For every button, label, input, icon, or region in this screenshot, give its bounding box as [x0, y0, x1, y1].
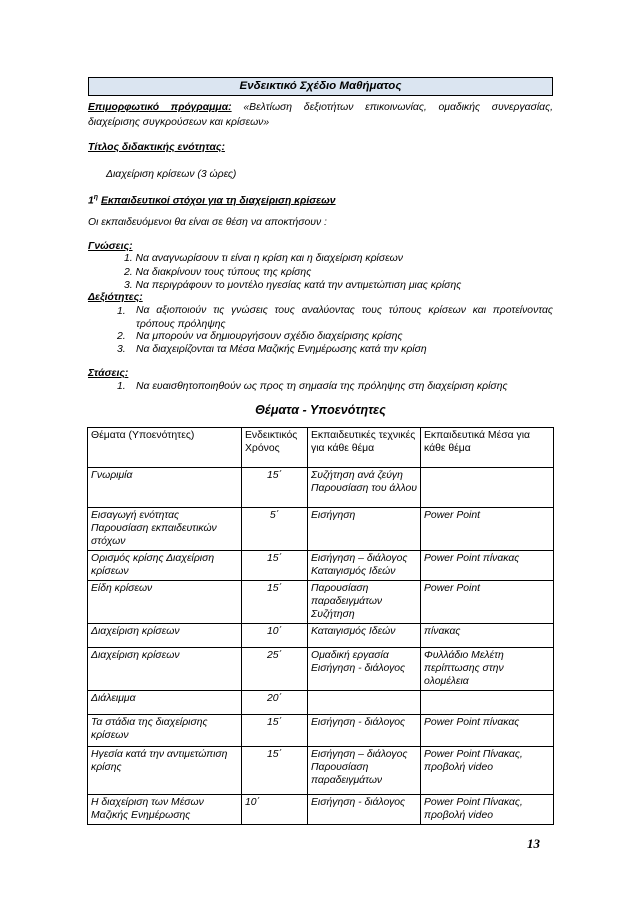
lesson-plan-title: Ενδεικτικό Σχέδιο Μαθήματος: [88, 77, 553, 96]
table-row: [88, 551, 554, 581]
cell-time: 15΄: [242, 715, 308, 747]
cell-technique: Καταιγισμός Ιδεών: [308, 624, 421, 648]
page-number: 13: [527, 836, 540, 851]
cell-media: Power Point πίνακας: [421, 715, 554, 747]
attitudes-heading: Στάσεις:: [88, 368, 129, 379]
column-header-time: Ενδεικτικός Χρόνος: [242, 428, 308, 468]
attitudes-item-1-num: 1.: [117, 381, 126, 392]
cell-media: [421, 691, 554, 715]
table-row: [88, 691, 554, 715]
cell-technique: Συζήτηση ανά ζεύγη Παρουσίαση του άλλου: [308, 468, 421, 508]
cell-media: Power Point: [421, 581, 554, 624]
cell-technique: Εισήγηση - διάλογος: [308, 795, 421, 825]
cell-time: 15΄: [242, 468, 308, 508]
cell-media: [421, 468, 554, 508]
cell-media: Power Point Πίνακας, προβολή video: [421, 795, 554, 825]
program-text-line-2: διαχείρισης συγκρούσεων και κρίσεων»: [88, 117, 270, 128]
column-header-topics: Θέματα (Υποενότητες): [88, 428, 242, 468]
skills-item-1-line-1: Να αξιοποιούν τις γνώσεις τους αναλύοντας τους τύπους κρίσεων και προτείνοντας: [136, 305, 553, 316]
skills-item-3-line-1: Να διαχειρίζονται τα Μέσα Μαζικής Ενημέρωσης κατά την κρίση: [136, 344, 427, 355]
skills-item-1-num: 1.: [117, 306, 126, 317]
column-header-techniques: Εκπαιδευτικές τεχνικές για κάθε θέμα: [308, 428, 421, 468]
cell-time: 20΄: [242, 691, 308, 715]
objectives-heading: [88, 191, 336, 207]
table-header-row: [88, 428, 554, 468]
cell-topic: Διαχείριση κρίσεων: [88, 624, 242, 648]
objectives-sup: η: [93, 194, 99, 201]
cell-time: 5΄: [242, 508, 308, 551]
cell-technique: Εισήγηση – διάλογος Καταιγισμός Ιδεών: [308, 551, 421, 581]
cell-topic: Ηγεσία κατά την αντιμετώπιση κρίσης: [88, 747, 242, 795]
knowledge-item: 3. Να περιγράφουν το μοντέλο ηγεσίας κατά την αντιμετώπιση μιας κρίσης: [124, 280, 462, 291]
cell-technique: Εισήγηση – διάλογος Παρουσίαση παραδειγμάτων: [308, 747, 421, 795]
cell-topic: Τα στάδια της διαχείρισης κρίσεων: [88, 715, 242, 747]
cell-technique: Ομαδική εργασία Εισήγηση - διάλογος: [308, 648, 421, 691]
table-row: [88, 648, 554, 691]
cell-technique: Παρουσίαση παραδειγμάτων Συζήτηση: [308, 581, 421, 624]
knowledge-heading: Γνώσεις:: [88, 241, 133, 252]
table-row: [88, 624, 554, 648]
table-row: [88, 581, 554, 624]
column-header-media: Εκπαιδευτικά Μέσα για κάθε θέμα: [421, 428, 554, 468]
cell-topic: Ορισμός κρίσης Διαχείριση κρίσεων: [88, 551, 242, 581]
cell-topic: Διάλειμμα: [88, 691, 242, 715]
knowledge-item: 1. Να αναγνωρίσουν τι είναι η κρίση και η διαχείριση κρίσεων: [124, 253, 403, 264]
skills-heading: Δεξιότητες:: [88, 292, 143, 303]
table-row: [88, 747, 554, 795]
skills-item-2-line-1: Να μπορούν να δημιουργήσουν σχέδιο διαχείρισης κρίσης: [136, 331, 403, 342]
objectives-intro: Οι εκπαιδευόμενοι θα είναι σε θέση να αποκτήσουν :: [88, 217, 327, 228]
table-row: [88, 468, 554, 508]
cell-media: Power Point: [421, 508, 554, 551]
cell-topic: Γνωριμία: [88, 468, 242, 508]
objectives-heading-text: Εκπαιδευτικοί στόχοι για τη διαχείριση κρίσεων: [100, 195, 336, 207]
knowledge-item: 2. Να διακρίνουν τους τύπους της κρίσης: [124, 267, 312, 278]
cell-time: 15΄: [242, 581, 308, 624]
cell-media: Φυλλάδιο Μελέτη περίπτωσης στην ολομέλεια: [421, 648, 554, 691]
unit-label: Τίτλος διδακτικής ενότητας:: [88, 142, 225, 153]
program-label: Επιμορφωτικό πρόγραμμα:: [88, 102, 232, 113]
cell-media: πίνακας: [421, 624, 554, 648]
cell-time: 10΄: [242, 795, 308, 825]
program-text-line-1: «Βελτίωση δεξιοτήτων επικοινωνίας, ομαδικής συνεργασίας,: [243, 102, 554, 113]
objectives-number: 1: [88, 195, 94, 207]
cell-time: 10΄: [242, 624, 308, 648]
cell-technique: [308, 691, 421, 715]
cell-topic: Εισαγωγή ενότητας Παρουσίαση εκπαιδευτικών στόχων: [88, 508, 242, 551]
table-row: [88, 795, 554, 825]
skills-item-3-num: 3.: [117, 344, 126, 355]
table-row: [88, 715, 554, 747]
cell-time: 15΄: [242, 747, 308, 795]
cell-technique: Εισήγηση: [308, 508, 421, 551]
cell-media: Power Point Πίνακας, προβολή video: [421, 747, 554, 795]
cell-media: Power Point πίνακας: [421, 551, 554, 581]
table-row: [88, 508, 554, 551]
cell-topic: Είδη κρίσεων: [88, 581, 242, 624]
skills-item-1-line-2: τρόπους πρόληψης: [136, 319, 226, 330]
skills-item-2-num: 2.: [117, 331, 126, 342]
cell-topic: Διαχείριση κρίσεων: [88, 648, 242, 691]
cell-time: 15΄: [242, 551, 308, 581]
table-title: Θέματα - Υποενότητες: [255, 403, 386, 417]
cell-technique: Εισήγηση - διάλογος: [308, 715, 421, 747]
cell-topic: Η διαχείριση των Μέσων Μαζικής Ενημέρωσης: [88, 795, 242, 825]
unit-value: Διαχείριση κρίσεων (3 ώρες): [106, 169, 237, 180]
program-line-1: [88, 102, 553, 113]
topics-table: [87, 427, 554, 825]
cell-time: 25΄: [242, 648, 308, 691]
attitudes-item-1-line-1: Να ευαισθητοποιηθούν ως προς τη σημασία της πρόληψης στη διαχείριση κρίσης: [136, 381, 508, 392]
